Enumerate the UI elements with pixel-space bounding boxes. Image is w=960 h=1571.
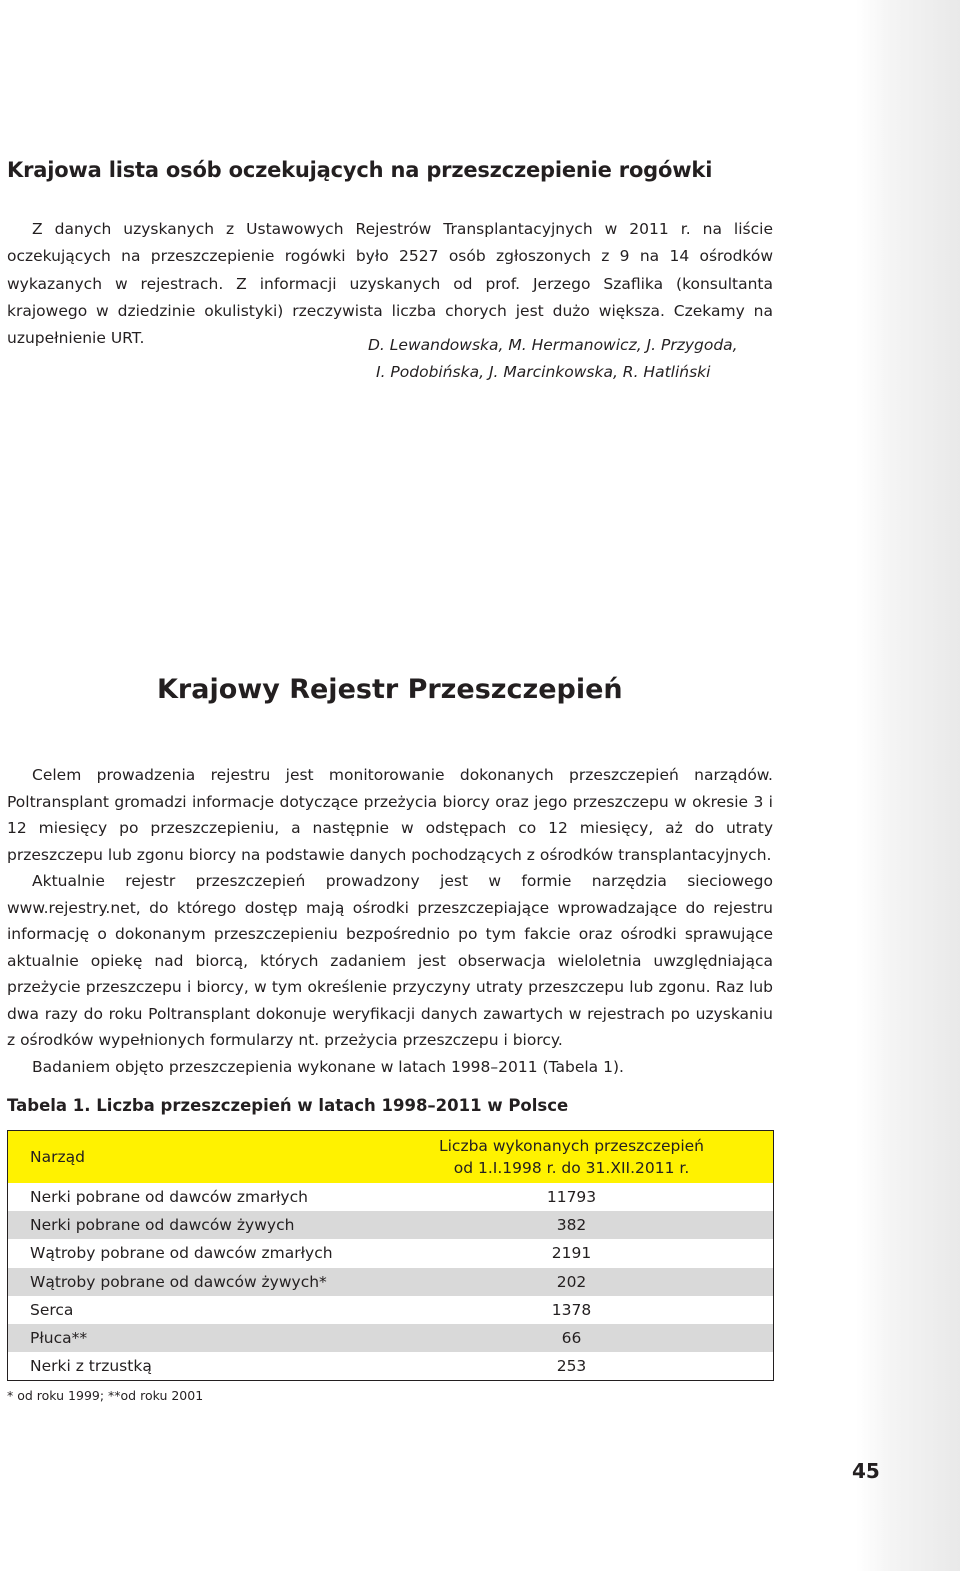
header-organ: Narząd <box>8 1131 411 1184</box>
section-title-cornea-waitlist: Krajowa lista osób oczekujących na przeszczepienie rogówki <box>7 158 713 182</box>
authors-line-1: D. Lewandowska, M. Hermanowicz, J. Przygoda, <box>368 336 738 354</box>
table-row <box>8 1268 774 1296</box>
organ-cell: Wątroby pobrane od dawców żywych* <box>8 1268 411 1296</box>
header-count-line-1: Liczba wykonanych przeszczepień <box>438 1137 704 1155</box>
table-caption: Tabela 1. Liczba przeszczepień w latach 1998–2011 w Polsce <box>7 1096 569 1115</box>
count-cell: 382 <box>410 1211 774 1239</box>
organ-cell: Nerki z trzustką <box>30 1357 152 1376</box>
organ-cell: Nerki pobrane od dawców zmarłych <box>30 1188 308 1207</box>
table-row <box>8 1239 774 1267</box>
organ-cell: Serca <box>30 1300 74 1319</box>
table-row <box>8 1324 774 1352</box>
authors-block <box>368 332 738 386</box>
table-row <box>8 1211 774 1239</box>
count-cell: 202 <box>410 1268 774 1296</box>
organ-cell: Płuca** <box>8 1324 411 1352</box>
table-row <box>8 1352 774 1381</box>
transplant-table <box>7 1130 774 1381</box>
page-number: 45 <box>852 1459 880 1483</box>
header-count-line-2: od 1.I.1998 r. do 31.XII.2011 r. <box>453 1159 690 1177</box>
organ-cell: Nerki pobrane od dawców żywych <box>8 1211 411 1239</box>
registry-body <box>7 762 773 1080</box>
table-row <box>8 1296 774 1324</box>
count-cell: 11793 <box>546 1188 597 1207</box>
table-header-row <box>8 1131 774 1184</box>
cornea-waitlist-text: Z danych uzyskanych z Ustawowych Rejestrów Transplantacyjnych w 2011 r. na liście oczekujących na przeszczepienie rogówki było 2527 osób zgłoszonych z 9 na 14 ośrodków wykazanych w rejestrach. Z informacji uzyskanych od prof. Jerzego Szaflika (konsultanta krajowego w dziedzinie okulistyki) rzeczywista liczba chorych jest dużo większa. Czekamy na uzupełnienie URT. <box>7 220 773 348</box>
registry-paragraph-1: Celem prowadzenia rejestru jest monitorowanie dokonanych przeszczepień narządów. Poltransplant gromadzi informacje dotyczące przeżycia biorcy oraz jego przeszczepu w okresie 3 i 12 miesięcy po przeszczepieniu, a następnie w odstępach co 12 miesięcy, aż do utraty przeszczepu lub zgonu biorcy na podstawie danych pochodzących z ośrodków transplantacyjnych. <box>7 766 773 864</box>
table-row <box>8 1183 774 1211</box>
header-count <box>410 1131 774 1184</box>
registry-paragraph-2: Aktualnie rejestr przeszczepień prowadzony jest w formie narzędzia sieciowego www.rejestry.net, do którego dostęp mają ośrodki przeszczepiające wprowadzające do rejestru informację o dokonanym przeszczepieniu bezpośrednio po tym fakcie oraz ośrodki sprawujące aktualnie opiekę nad biorcą, których zadaniem jest obserwacja wieloletnia uwzględniająca przeżycie przeszczepu i biorcy, w tym określenie przyczyny utraty przeszczepu lub zgonu. Raz lub dwa razy do roku Poltransplant dokonuje weryfikacji danych zawartych w rejestrach po uzyskaniu z ośrodków wypełnionych formularzy nt. przeżycia przeszczepu i biorcy. <box>7 872 773 1049</box>
count-cell: 253 <box>556 1357 587 1376</box>
section-title-transplant-registry: Krajowy Rejestr Przeszczepień <box>157 674 623 705</box>
count-cell: 2191 <box>551 1244 592 1263</box>
table-footnote: * od roku 1999; **od roku 2001 <box>7 1388 204 1403</box>
organ-cell: Wątroby pobrane od dawców zmarłych <box>30 1244 333 1263</box>
count-cell: 66 <box>410 1324 774 1352</box>
page-edge-band <box>856 0 960 1571</box>
registry-paragraph-3: Badaniem objęto przeszczepienia wykonane w latach 1998–2011 (Tabela 1). <box>32 1057 624 1076</box>
count-cell: 1378 <box>551 1300 592 1319</box>
authors-line-2: I. Podobińska, J. Marcinkowska, R. Hatliński <box>376 363 711 381</box>
